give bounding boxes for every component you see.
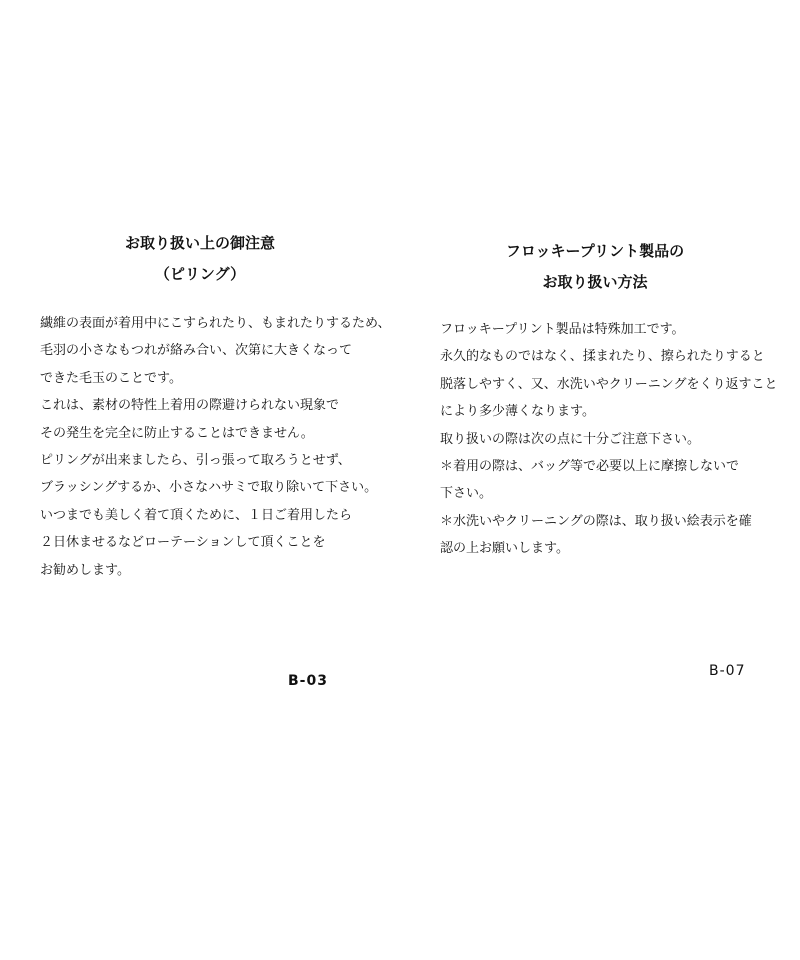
body-line: ブラッシングするか、小さなハサミで取り除いて下さい。 [40,480,378,496]
body-line: 毛羽の小さなもつれが絡み合い、次第に大きくなって [40,343,353,359]
body-line: いつまでも美しく着て頂くために、１日ご着用したら [40,507,353,523]
body-line: 認の上お願いします。 [440,541,569,557]
body-line: 永久的なものではなく、揉まれたり、擦られたりすると [440,349,765,365]
body-line: 繊維の表面が着用中にこすられたり、もまれたりするため、 [40,316,391,331]
flocky-card-title [440,236,750,298]
title-line: フロッキープリント製品の [505,242,685,260]
title-line: （ピリング） [154,265,246,283]
body-line: 脱落しやすく、又、水洗いやクリーニングをくり返すこと [440,376,778,392]
body-line: ２日休ませるなどローテーションして頂くことを [40,535,326,551]
body-line: ピリングが出来ましたら、引っ張って取ろうとせず、 [40,453,351,469]
card-code-b07: B-07 [709,663,746,679]
pilling-card-title [40,228,360,290]
body-line: その発生を完全に防止することはできません。 [40,425,314,441]
title-line: お取り扱い上の御注意 [124,234,275,252]
body-line: 取り扱いの際は次の点に十分ご注意下さい。 [440,431,701,447]
body-line: お勧めします。 [40,562,130,578]
pilling-card-body [40,310,391,584]
body-line: ＊水洗いやクリーニングの際は、取り扱い絵表示を確 [440,513,752,529]
body-line: により多少薄くなります。 [440,404,595,420]
body-line: これは、素材の特性上着用の際避けられない現象で [40,398,340,414]
body-line: フロッキープリント製品は特殊加工です。 [440,322,685,337]
title-line: お取り扱い方法 [542,273,648,291]
flocky-card-body [440,316,778,563]
card-code-b03: B-03 [288,673,328,689]
body-line: できた毛玉のことです。 [40,370,182,386]
body-line: ＊着用の際は、バッグ等で必要以上に摩擦しないで [440,459,740,475]
body-line: 下さい。 [440,486,493,502]
flocky-print-care-card [440,236,778,563]
pilling-care-card [40,228,391,584]
